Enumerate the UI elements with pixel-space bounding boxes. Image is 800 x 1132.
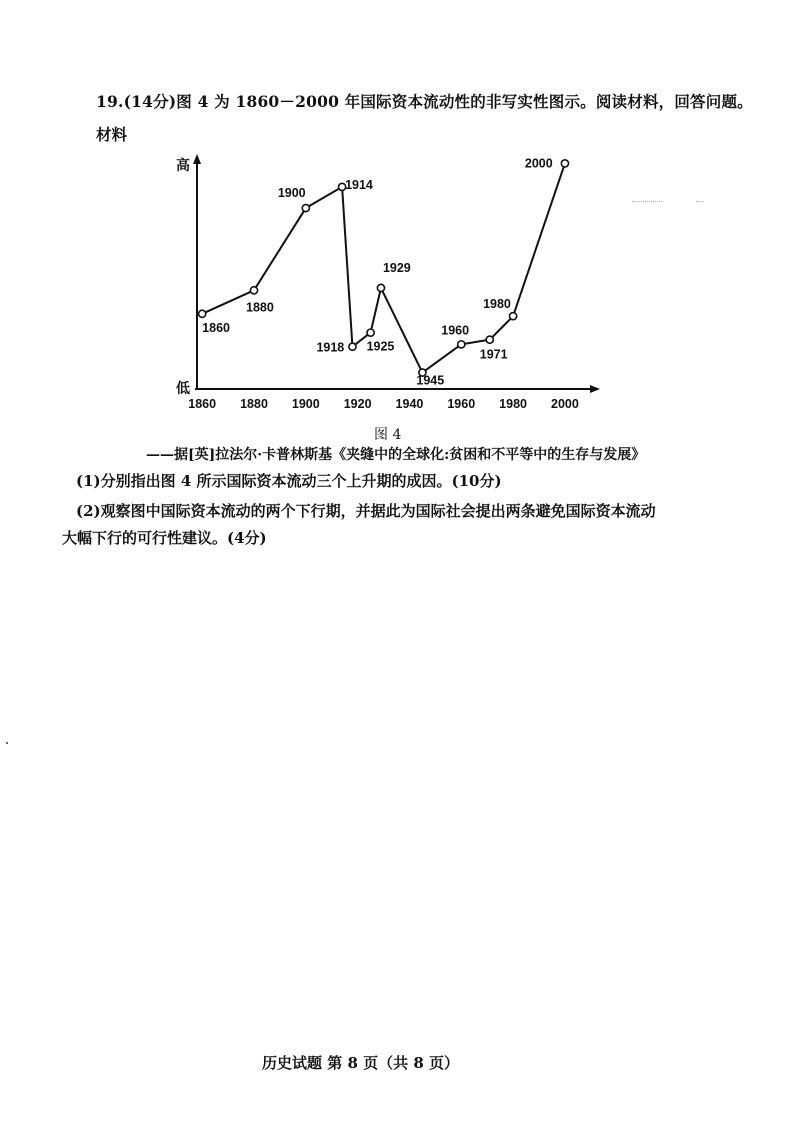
data-point-marker [199, 310, 206, 317]
data-point-marker [302, 204, 309, 211]
sub-question-1: (1)分别指出图 4 所示国际资本流动三个上升期的成因。(10分) [76, 472, 502, 490]
x-tick-label: 2000 [551, 397, 579, 411]
x-axis-arrow [590, 385, 600, 393]
data-point-marker [458, 341, 465, 348]
data-point-label: 1929 [382, 260, 411, 275]
data-point-label: 1900 [277, 186, 306, 201]
data-point-label: 1971 [479, 347, 508, 362]
y-label-low: 低 [176, 381, 190, 397]
figure-source: ——据[英]拉法尔·卡普林斯基《夹缝中的全球化:贫困和不平等中的生存与发展》 [146, 447, 646, 463]
data-point-label: 1980 [483, 297, 511, 312]
data-point-label: 2000 [524, 156, 553, 171]
faint-dotted-mark [632, 201, 662, 202]
data-point-marker [377, 284, 384, 291]
data-point-marker [509, 313, 516, 320]
question-title: 19.(14分)图 4 为 1860－2000 年国际资本流动性的非写实性图示。阅读材料，回答问题。 [96, 92, 753, 111]
x-tick-label: 1900 [291, 397, 320, 411]
data-point-label: 1960 [441, 323, 470, 338]
y-axis-arrow [193, 154, 201, 164]
data-point-label: 1918 [316, 340, 345, 355]
capital-mobility-chart [150, 150, 610, 415]
figure-caption: 图 4 [374, 427, 402, 443]
data-point-label: 1880 [246, 300, 274, 315]
faint-dotted-mark [696, 201, 704, 202]
material-label: 材料 [96, 125, 128, 144]
data-point-label: 1925 [366, 339, 395, 354]
data-point-labels [202, 156, 553, 387]
data-point-marker [561, 160, 568, 167]
page-footer: 历史试题 第 8 页（共 8 页） [262, 1054, 459, 1072]
data-point-marker [486, 336, 493, 343]
data-point-label: 1945 [416, 373, 445, 388]
data-point-label: 1860 [202, 320, 230, 335]
x-tick-label: 1980 [499, 397, 527, 411]
x-tick-labels [188, 397, 579, 411]
data-point-label: 1914 [345, 177, 373, 192]
stray-scan-mark [6, 742, 8, 744]
data-point-marker [250, 287, 257, 294]
data-point-marker [349, 343, 356, 350]
x-tick-label: 1880 [240, 397, 268, 411]
x-tick-label: 1960 [447, 397, 476, 411]
sub-question-2-line-2: 大幅下行的可行性建议。(4分) [62, 529, 267, 547]
x-tick-label: 1920 [343, 397, 372, 411]
x-tick-label: 1860 [188, 397, 217, 411]
data-point-marker [367, 329, 374, 336]
sub-question-2-line-1: (2)观察图中国际资本流动的两个下行期，并据此为国际社会提出两条避免国际资本流动 [76, 502, 656, 520]
x-tick-label: 1940 [395, 397, 424, 411]
y-label-high: 高 [176, 158, 190, 174]
chart-axes [176, 154, 600, 397]
